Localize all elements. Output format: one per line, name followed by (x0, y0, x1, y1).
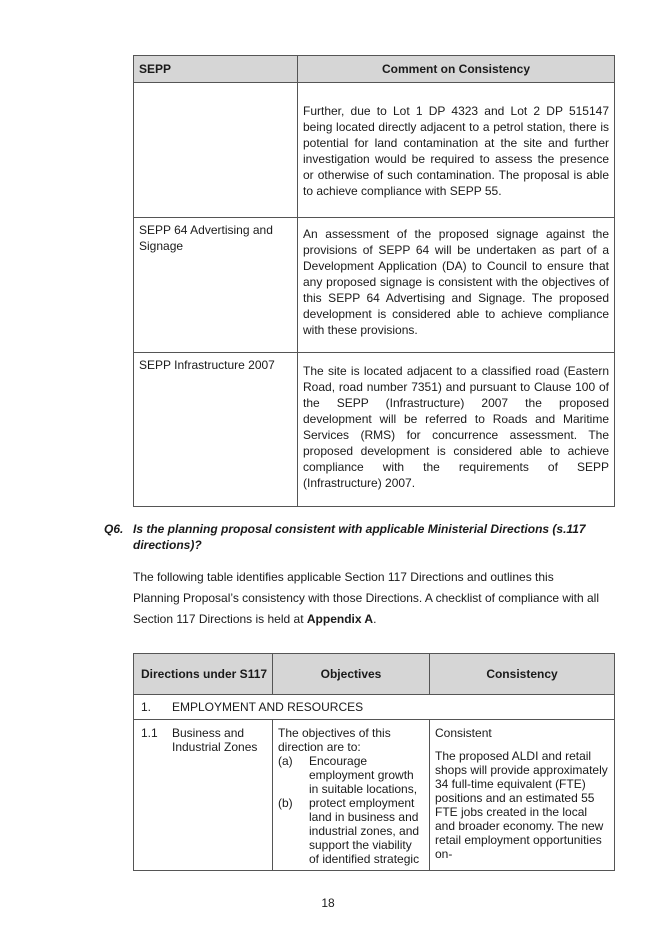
question-heading: Is the planning proposal consistent with applicable Ministerial Directions (s.117 directions)? (133, 522, 586, 552)
list-item (278, 754, 425, 796)
page-number: 18 (321, 896, 335, 910)
table-row (134, 218, 615, 353)
objectives-cell (273, 720, 430, 871)
objectives-intro: The objectives of this direction are to: (278, 726, 391, 754)
list-text: protect employment land in business and industrial zones, and support the viability of identified strategic (309, 796, 420, 866)
table-row (134, 353, 615, 507)
directions-table (133, 653, 615, 871)
column-header-directions: Directions under S117 (134, 654, 273, 695)
comment-cell: An assessment of the proposed signage against the provisions of SEPP 64 will be undertaken as part of a Development Application (DA) to Council to ensure that any proposed signage is consistent with the objectives of this SEPP 64 Advertising and Signage. The proposed development is considered able to achieve compliance with these provisions. (298, 218, 615, 353)
table-header-row (134, 654, 615, 695)
intro-text: The following table identifies applicable Section 117 Directions and outlines this Planning Proposal’s consistency with those Directions. A checklist of compliance with all Section 117 Directions is held at (133, 570, 600, 626)
column-header-objectives: Objectives (273, 654, 430, 695)
direction-title: Business and Industrial Zones (172, 726, 258, 754)
section-row (134, 695, 615, 720)
list-label: (b) (278, 796, 293, 810)
appendix-reference: Appendix A (306, 612, 374, 626)
sepp-cell (134, 83, 298, 218)
direction-cell (134, 720, 273, 871)
question-number: Q6. (104, 522, 124, 536)
intro-text-end: . (373, 612, 377, 626)
consistency-text: The proposed ALDI and retail shops will provide approximately 34 full-time equivalent (FTE) positions and an estimated 55 FTE jobs created in the local and broader economy. The new retail employment opportunities on- (435, 749, 608, 861)
sepp-cell: SEPP Infrastructure 2007 (134, 353, 298, 507)
table-row (134, 720, 615, 871)
consistency-status: Consistent (435, 726, 492, 740)
list-text: Encourage employment growth in suitable locations, (309, 754, 418, 796)
sepp-cell: SEPP 64 Advertising and Signage (134, 218, 298, 353)
column-header-sepp: SEPP (134, 56, 298, 83)
column-header-consistency: Consistency (430, 654, 615, 695)
list-item (278, 796, 425, 866)
section-cell (134, 695, 615, 720)
comment-cell: The site is located adjacent to a classified road (Eastern Road, road number 7351) and pursuant to Clause 100 of the SEPP (Infrastructure) 2007 the proposed development will be referred to Roads and Maritime Services (RMS) for concurrence assessment. The proposed development is considered able to achieve compliance with the requirements of SEPP (Infrastructure) 2007. (298, 353, 615, 507)
list-label: (a) (278, 754, 293, 768)
sepp-consistency-table (133, 55, 615, 507)
intro-paragraph (133, 567, 603, 630)
column-header-comment: Comment on Consistency (298, 56, 615, 83)
comment-cell: Further, due to Lot 1 DP 4323 and Lot 2 DP 515147 being located directly adjacent to a petrol station, there is potential for land contamination at the site and further investigation would be required to assess the presence or otherwise of such contamination. The proposal is able to achieve compliance with SEPP 55. (298, 83, 615, 218)
table-row (134, 83, 615, 218)
section-title: EMPLOYMENT AND RESOURCES (172, 700, 364, 714)
consistency-cell (430, 720, 615, 871)
table-header-row (134, 56, 615, 83)
direction-number: 1.1 (141, 726, 158, 740)
section-number: 1. (141, 700, 152, 714)
